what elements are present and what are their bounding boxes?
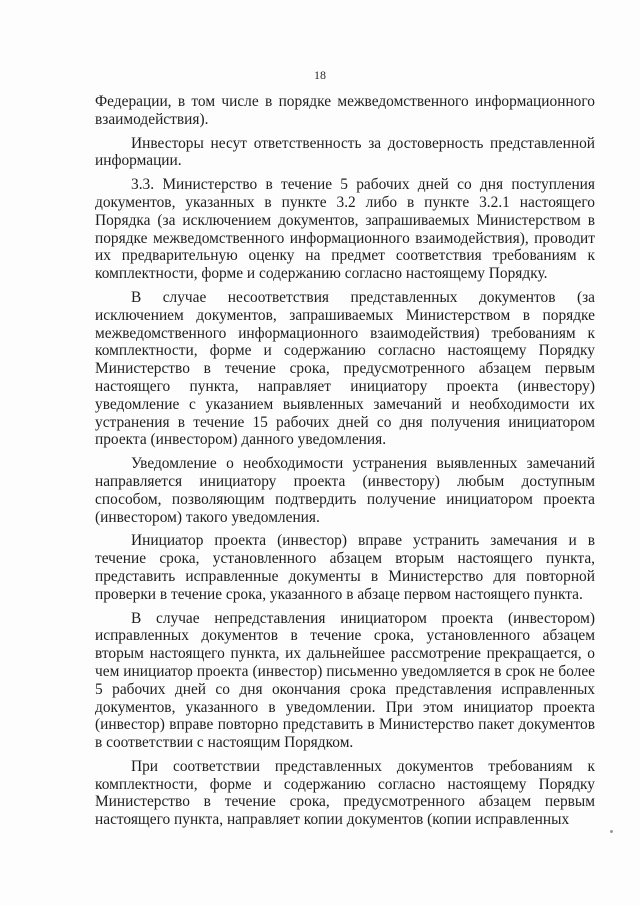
paragraph-continuation: Федерации, в том числе в порядке межведомственного информационного взаимодействия). bbox=[95, 93, 595, 128]
page-number: 18 bbox=[314, 68, 326, 82]
paragraph-nonconformity: В случае несоответствия представленных документов (за исключением документов, запрашиваемых Министерством в порядке межведомственного информационного взаимодействия) требованиям к комплектности, форме и содержанию согласно настоящему Порядку Министерство в течение срока, предусмотренного абзацем первым настоящего пункта, направляет инициатору проекта (инвестору) уведомление с указанием выявленных замечаний и необходимости их устранения в течение 15 рабочих дней со дня получения инициатором проекта (инвестором) данного уведомления. bbox=[95, 288, 595, 449]
document-body bbox=[95, 93, 595, 829]
paragraph-notification: Уведомление о необходимости устранения выявленных замечаний направляется инициатору проекта (инвестору) любым доступным способом, позволяющим подтвердить получение инициатором проекта (инвестором) такого уведомления. bbox=[95, 455, 595, 526]
paragraph-section-3-3: 3.3. Министерство в течение 5 рабочих дней со дня поступления документов, указанных в пункте 3.2 либо в пункте 3.2.1 настоящего Порядка (за исключением документов, запрашиваемых Министерством в порядке межведомственного информационного взаимодействия), проводит их предварительную оценку на предмет соответствия требованиям к комплектности, форме и содержанию согласно настоящему Порядку. bbox=[95, 176, 595, 283]
paragraph-non-submission: В случае непредставления инициатором проекта (инвестором) исправленных документов в течение срока, установленного абзацем вторым настоящего пункта, их дальнейшее рассмотрение прекращается, о чем инициатор проекта (инвестор) письменно уведомляется в срок не более 5 рабочих дней со дня окончания срока представления исправленных документов, указанного в уведомлении. При этом инициатор проекта (инвестор) вправе повторно представить в Министерство пакет документов в соответствии с настоящим Порядком. bbox=[95, 609, 595, 752]
paragraph-investor-responsibility: Инвесторы несут ответственность за достоверность представленной информации. bbox=[95, 134, 595, 170]
scan-artifact bbox=[610, 830, 613, 833]
paragraph-conformity: При соответствии представленных документов требованиям к комплектности, форме и содержанию согласно настоящему Порядку Министерство в течение срока, предусмотренного абзацем первым настоящего пункта, направляет копии документов (копии исправленных bbox=[95, 757, 595, 829]
paragraph-initiator-rights: Инициатор проекта (инвестор) вправе устранить замечания и в течение срока, установленного абзацем вторым настоящего пункта, представить исправленные документы в Министерство для повторной проверки в течение срока, указанного в абзаце первом настоящего пункта. bbox=[95, 532, 595, 603]
